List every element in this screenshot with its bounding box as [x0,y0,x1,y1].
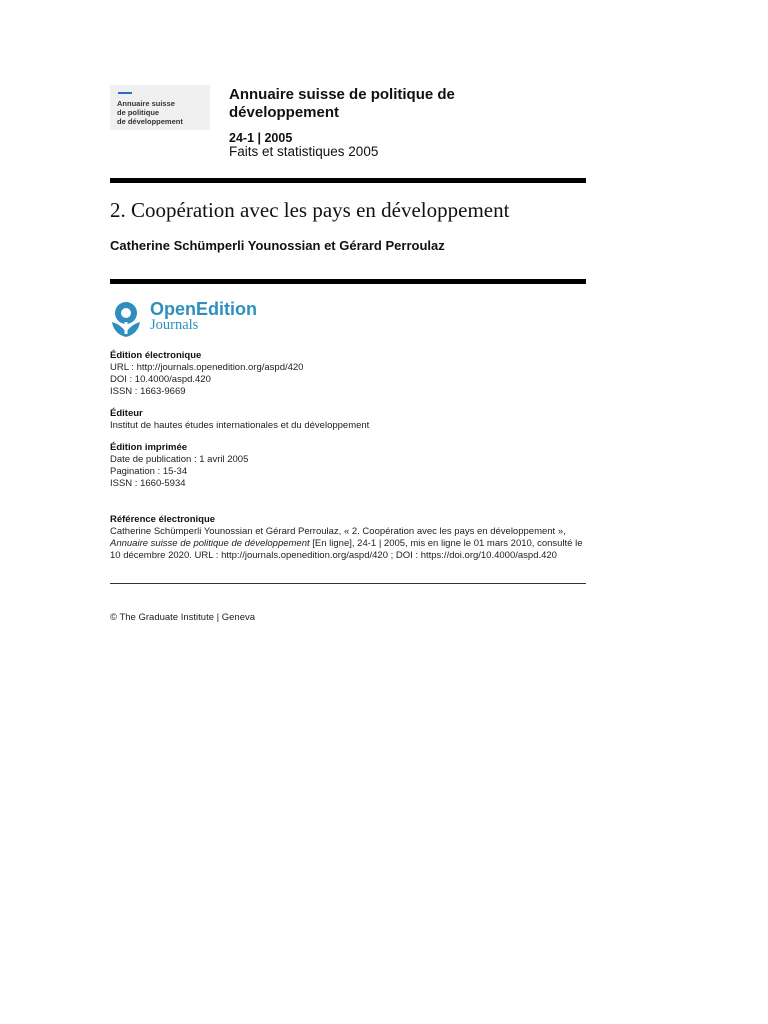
doi-line: DOI : 10.4000/aspd.420 [110,374,211,385]
url-line[interactable]: URL : http://journals.openedition.org/aspd/420 [110,362,304,373]
reference-part-2: [En ligne], 24-1 | 2005, mis en ligne le 01 mars 2010, consulté le 10 décembre 2020. URL : http://journals.openedition.org/aspd/420 ; DOI : https://doi.org/10.4000/aspd.420 [110,538,583,561]
reference-heading: Référence électronique [110,514,216,525]
edition-electronique-heading: Édition électronique [110,350,202,361]
issn-print-line: ISSN : 1660-5934 [110,478,186,489]
journal-logo [110,85,210,130]
journal-title: Annuaire suisse de politique de développement [229,86,455,121]
logo-line-1: Annuaire suisse [117,99,175,108]
openedition-logo[interactable] [110,298,270,338]
editeur-heading: Éditeur [110,408,143,419]
issue-subtitle: Faits et statistiques 2005 [229,144,379,159]
reference-journal-italic: Annuaire suisse de politique de développement [110,538,310,549]
logo-line-3: de développement [117,117,183,126]
journal-header [110,85,586,165]
issue-number: 24-1 | 2005 [229,131,293,145]
bottom-divider [110,279,586,284]
editeur-name: Institut de hautes études internationales et du développement [110,420,370,431]
issn-electronic-line: ISSN : 1663-9669 [110,386,186,397]
openedition-flower-icon [110,300,144,338]
edition-imprimee-block [110,442,586,490]
copyright-notice: © The Graduate Institute | Geneva [110,612,256,623]
openedition-name: OpenEdition [150,299,257,319]
publication-date-line: Date de publication : 1 avril 2005 [110,454,249,465]
reference-block [110,514,586,562]
pagination-line: Pagination : 15-34 [110,466,188,477]
article-authors: Catherine Schümperli Younossian et Gérard Perroulaz [110,238,445,253]
edition-imprimee-heading: Édition imprimée [110,442,188,453]
footer-divider [110,583,586,584]
article-title: 2. Coopération avec les pays en développement [110,198,510,222]
reference-part-1: Catherine Schümperli Younossian et Gérard Perroulaz, « 2. Coopération avec les pays en développement », [110,526,566,537]
reference-text [110,526,586,562]
top-divider [110,178,586,183]
logo-text [117,99,207,126]
logo-accent-bar [118,92,132,94]
openedition-journals: Journals [150,317,199,333]
logo-line-2: de politique [117,108,160,117]
editeur-block [110,408,586,432]
edition-electronique-block [110,350,586,398]
